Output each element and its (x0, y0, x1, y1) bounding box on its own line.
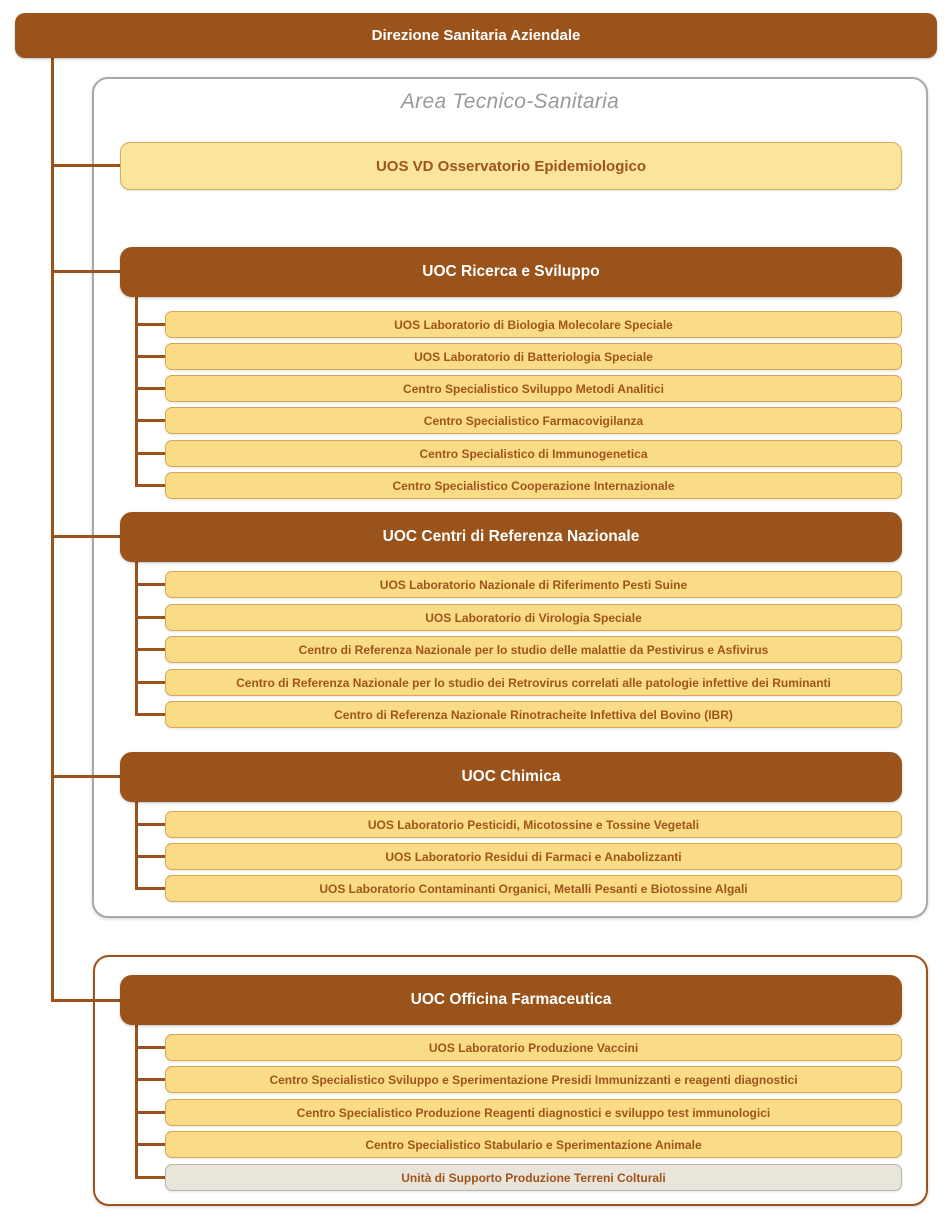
connector-child-stub (135, 1078, 165, 1081)
org-node: Centro Specialistico di Immunogenetica (165, 440, 902, 467)
org-node: Centro Specialistico Farmacovigilanza (165, 407, 902, 434)
org-node: UOS Laboratorio Residui di Farmaci e Anabolizzanti (165, 843, 902, 870)
connector-child-stub (135, 419, 165, 422)
connector-child-stub (135, 387, 165, 390)
connector-branch-centri (51, 535, 120, 538)
org-node: Centro Specialistico Produzione Reagenti diagnostici e sviluppo test immunologici (165, 1099, 902, 1126)
org-node: UOS Laboratorio Contaminanti Organici, Metalli Pesanti e Biotossine Algali (165, 875, 902, 902)
node-uoc-chimica: UOC Chimica (120, 752, 902, 802)
org-node-support-unit: Unità di Supporto Produzione Terreni Colturali (165, 1164, 902, 1191)
connector-branch-uos-vd (51, 164, 120, 167)
connector-child-stub (135, 355, 165, 358)
connector-child-stub (135, 681, 165, 684)
connector-branch-chimica (51, 775, 120, 778)
connector-branch-officina (51, 999, 120, 1002)
connector-child-stub (135, 648, 165, 651)
area-title: Area Tecnico-Sanitaria (400, 90, 620, 113)
node-uoc-centri-di-referenza-nazionale: UOC Centri di Referenza Nazionale (120, 512, 902, 562)
connector-child-stub (135, 1046, 165, 1049)
node-uoc-ricerca-e-sviluppo: UOC Ricerca e Sviluppo (120, 247, 902, 297)
org-node: Centro Specialistico Sviluppo Metodi Analitici (165, 375, 902, 402)
connector-child-stub (135, 1143, 165, 1146)
connector-child-stub (135, 1111, 165, 1114)
node-direzione-sanitaria-aziendale: Direzione Sanitaria Aziendale (15, 13, 937, 58)
org-node: UOS Laboratorio di Batteriologia Speciale (165, 343, 902, 370)
connector-child-stub (135, 823, 165, 826)
node-uos-vd-osservatorio-epidemiologico: UOS VD Osservatorio Epidemiologico (120, 142, 902, 190)
connector-child-stub (135, 855, 165, 858)
connector-child-stub (135, 452, 165, 455)
org-node: Centro Specialistico Cooperazione Internazionale (165, 472, 902, 499)
connector-child-stub (135, 713, 165, 716)
connector-child-stub (135, 1176, 165, 1179)
connector-child-stub (135, 484, 165, 487)
connector-child-spine-chimica (135, 802, 138, 889)
org-node: UOS Laboratorio di Virologia Speciale (165, 604, 902, 631)
connector-child-stub (135, 323, 165, 326)
connector-main-spine (51, 57, 54, 1002)
org-node: Centro Specialistico Stabulario e Sperimentazione Animale (165, 1131, 902, 1158)
connector-child-stub (135, 616, 165, 619)
connector-child-stub (135, 887, 165, 890)
org-node: Centro Specialistico Sviluppo e Sperimentazione Presidi Immunizzanti e reagenti diagnostici (165, 1066, 902, 1093)
org-node: Centro di Referenza Nazionale per lo studio dei Retrovirus correlati alle patologie infettive dei Ruminanti (165, 669, 902, 696)
connector-child-stub (135, 583, 165, 586)
connector-branch-ricerca (51, 270, 120, 273)
org-node: UOS Laboratorio Nazionale di Riferimento Pesti Suine (165, 571, 902, 598)
org-node: UOS Laboratorio di Biologia Molecolare Speciale (165, 311, 902, 338)
org-node: UOS Laboratorio Produzione Vaccini (165, 1034, 902, 1061)
org-node: Centro di Referenza Nazionale Rinotracheite Infettiva del Bovino (IBR) (165, 701, 902, 728)
org-node: UOS Laboratorio Pesticidi, Micotossine e Tossine Vegetali (165, 811, 902, 838)
node-uoc-officina-farmaceutica: UOC Officina Farmaceutica (120, 975, 902, 1025)
org-node: Centro di Referenza Nazionale per lo studio delle malattie da Pestivirus e Asfivirus (165, 636, 902, 663)
